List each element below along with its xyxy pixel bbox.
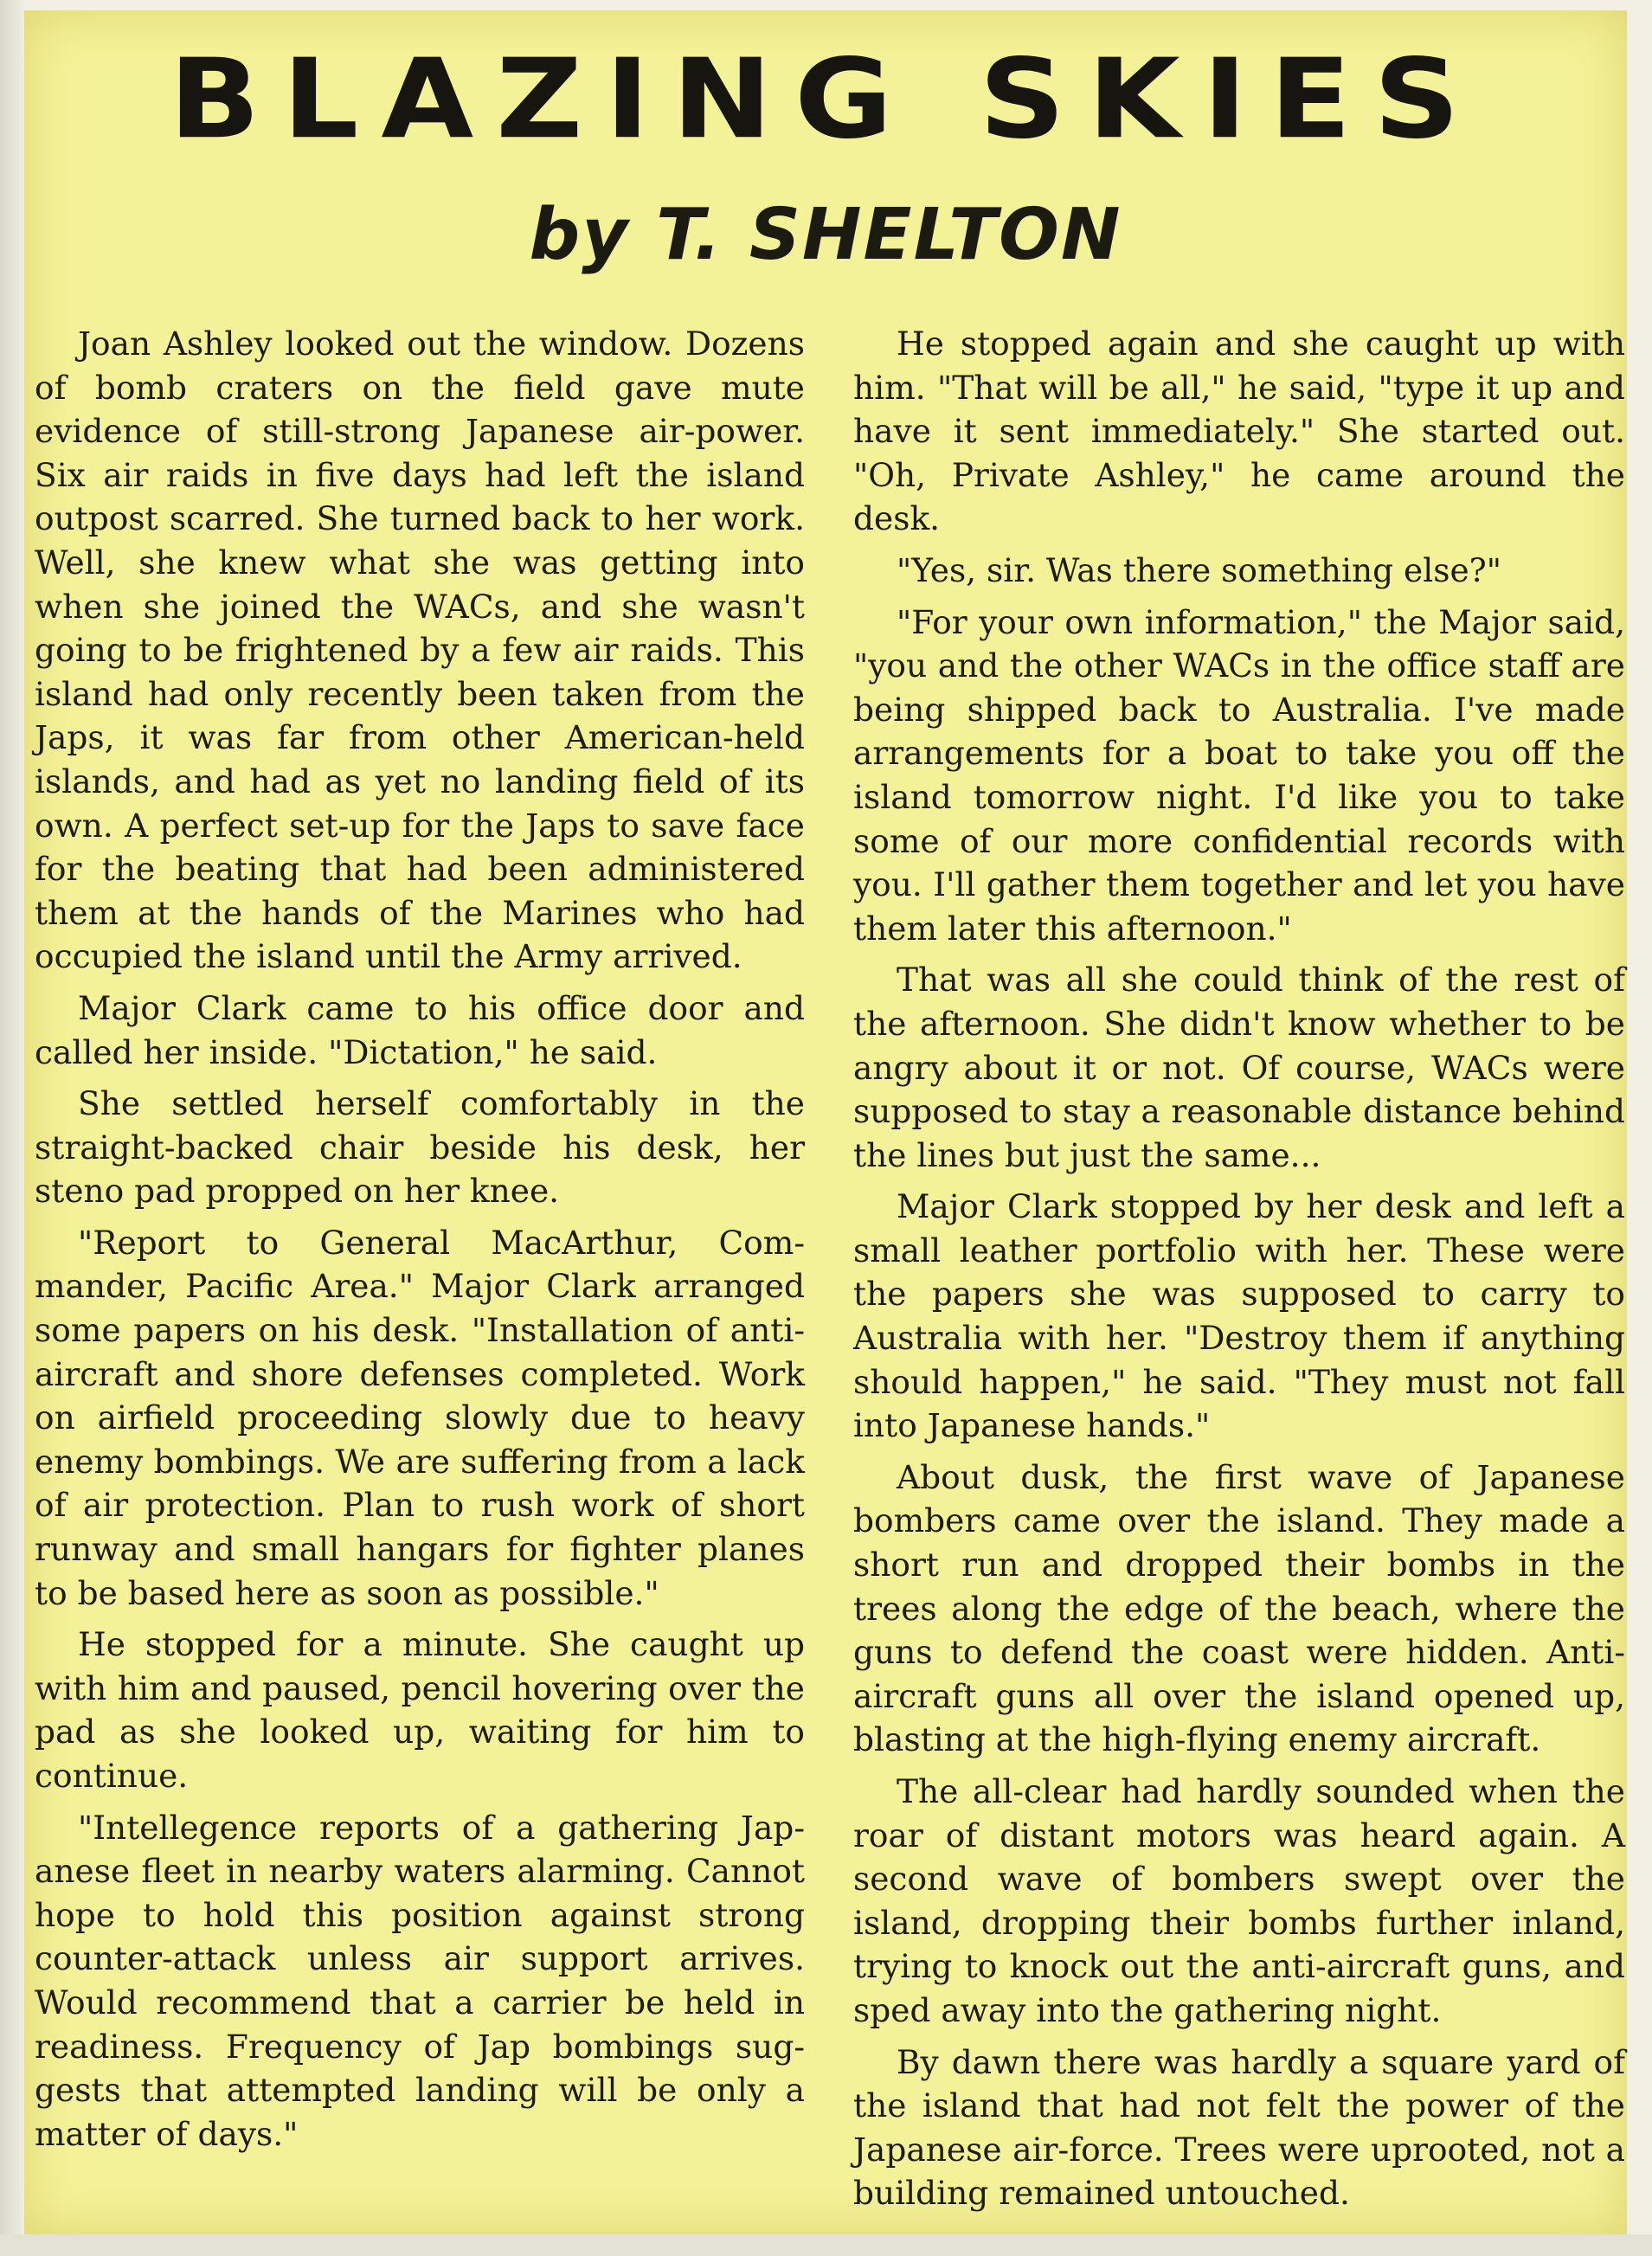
paragraph: "Yes, sir. Was there something else?" [897, 550, 1502, 589]
paragraph: She settled herself comfortably in the straight-backed chair beside his desk, her steno pad propped on her knee. [35, 1084, 805, 1211]
story-byline: by T. SHELTON [529, 194, 1122, 276]
paragraph: Major Clark stopped by her desk and left a small leather portfolio with her. These were the papers she was supposed to carry to Australia with her. "Destroy them if anything should happen," he said. "They must not fall into Japanese hands." [853, 1187, 1625, 1445]
paragraph: "Report to General MacArthur, Commander, Pacific Area." Major Clark arranged some papers on his desk. "Installation of anti-aircraft and shore defenses completed. Work on airfield proceeding slowly due to heavy enemy bombings. We are suffering from a lack of air protection. Plan to rush work of short runway and small hangars for fighter planes to be based here as soon as possible." [35, 1223, 805, 1612]
paragraph: "For your own information," the Major said, "you and the other WACs in the office staff are being shipped back to Australia. I've made arrangements for a boat to take you off the island tomorrow night. I'd like you to take some of our more confidential records with you. I'll gather them together and let you have them later this afternoon." [853, 602, 1625, 948]
paragraph: Major Clark came to his office door and called her inside. "Dictation," he said. [35, 988, 805, 1071]
story-title: BLAZING SKIES [169, 35, 1482, 164]
left-column [35, 322, 805, 2163]
paragraph: He stopped for a minute. She caught up with him and paused, pencil hovering over the pad as she looked up, waiting for him to continue. [35, 1625, 805, 1795]
page-edge-bottom [0, 2234, 1652, 2256]
paragraph: He stopped again and she caught up with him. "That will be all," he said, "type it up and have it sent immediately." She started out. "Oh, Private Ashley," he came around the desk. [853, 325, 1625, 538]
paragraph: The all-clear had hardly sounded when the roar of distant motors was heard again. A second wave of bombers swept over the island, dropping their bombs further inland, trying to knock out the anti-aircraft guns, and sped away into the gathering night. [853, 1772, 1625, 2029]
right-column [853, 322, 1625, 2223]
paragraph: About dusk, the first wave of Japanese bombers came over the island. They made a short run and dropped their bombs in the trees along the edge of the beach, where the guns to defend the coast were hidden. Antiaircraft guns all over the island opened up, blasting at the high-flying enemy aircraft. [853, 1457, 1625, 1759]
paragraph: By dawn there was hardly a square yard of the island that had not felt the power of the Japanese air-force. Trees were uprooted, not a building remained untouched. [853, 2042, 1625, 2213]
magazine-page [24, 10, 1627, 2234]
page-edge-left [0, 0, 24, 2256]
paragraph: That was all she could think of the rest of the afternoon. She didn't know whether to be angry about it or not. Of course, WACs were supposed to stay a reasonable distance behind the lines but just the same... [853, 961, 1625, 1174]
paragraph: Joan Ashley looked out the window. Dozens of bomb craters on the field gave mute evidence of still-strong Japanese air-power. Six air raids in five days had left the island outpost scarred. She turned back to her work. Well, she knew what she was getting into when she joined the WACs, and she wasn't going to be frightened by a few air raids. This island had only recently been taken from the Japs, it was far from other American-held islands, and had as yet no landing field of its own. A perfect set-up for the Japs to save face for the beating that had been administered them at the hands of the Marines who had occupied the island until the Army arrived. [35, 325, 805, 976]
paragraph: "Intellegence reports of a gathering Japanese fleet in nearby waters alarming. Cannot hope to hold this position against strong counter-attack unless air support arrives. Would recommend that a carrier be held in readiness. Frequency of Jap bombings suggests that attempted landing will be only a matter of days." [35, 1808, 805, 2153]
